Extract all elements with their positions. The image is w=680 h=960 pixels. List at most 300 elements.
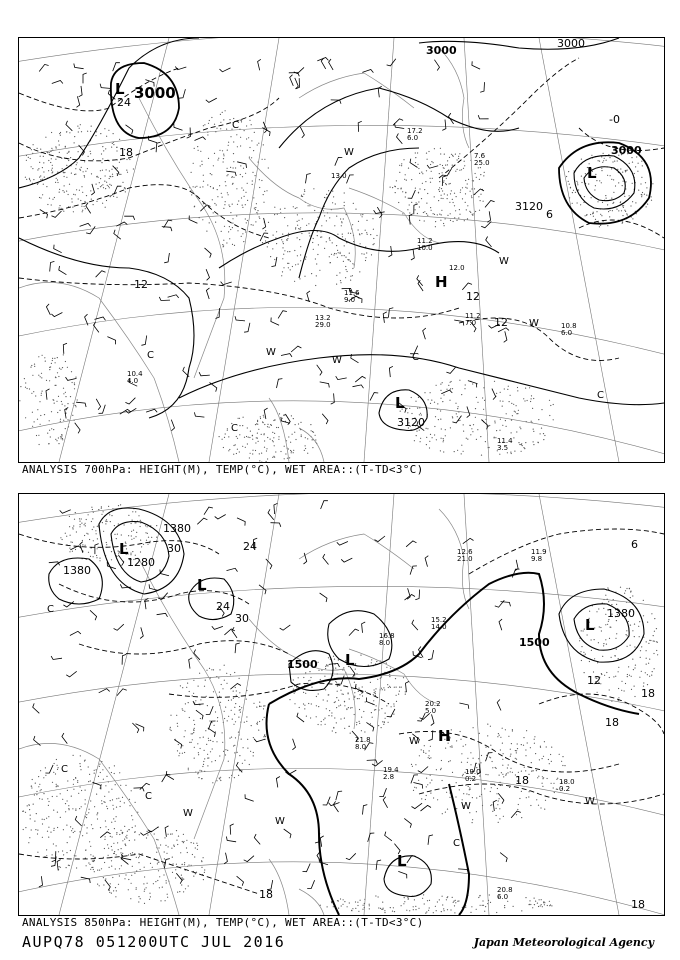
wet-area-dot	[230, 674, 231, 675]
wet-area-dot	[120, 852, 121, 853]
wet-area-dot	[561, 761, 562, 762]
wet-area-dot	[429, 907, 430, 908]
wet-area-dot	[107, 185, 108, 186]
wind-barb	[215, 515, 226, 520]
wet-area-dot	[441, 760, 442, 761]
wet-area-dot	[456, 413, 457, 414]
wet-area-dot	[87, 131, 88, 132]
wet-area-dot	[236, 695, 237, 696]
wind-barb	[50, 261, 55, 271]
wet-area-dot	[283, 267, 284, 268]
wet-area-dot	[443, 394, 444, 395]
wet-area-dot	[226, 673, 227, 674]
wet-area-dot	[515, 411, 516, 412]
wet-area-dot	[135, 522, 136, 523]
wet-area-dot	[601, 156, 602, 157]
wet-area-dot	[59, 152, 60, 153]
wet-area-dot	[313, 238, 314, 239]
wet-area-dot	[420, 413, 421, 414]
wet-area-dot	[97, 812, 98, 813]
wet-area-dot	[376, 661, 377, 662]
wet-area-dot	[433, 797, 434, 798]
low-center-label: L	[119, 540, 129, 558]
wet-area-dot	[613, 202, 614, 203]
wet-area-dot	[63, 829, 64, 830]
wet-area-dot	[390, 187, 391, 188]
wet-area-dot	[234, 777, 235, 778]
wet-area-dot	[68, 160, 69, 161]
wet-area-dot	[467, 758, 468, 759]
wet-area-dot	[295, 264, 296, 265]
wet-area-dot	[418, 192, 419, 193]
wet-area-dot	[261, 434, 262, 435]
station-value: 11.2	[465, 312, 481, 320]
wet-area-dot	[657, 654, 658, 655]
wind-barb	[39, 64, 48, 71]
wet-area-dot	[108, 848, 109, 849]
wet-area-dot	[106, 776, 107, 777]
wet-area-dot	[222, 732, 223, 733]
wet-area-dot	[289, 457, 290, 458]
wet-area-dot	[45, 775, 46, 776]
wet-area-dot	[99, 885, 100, 886]
wet-area-dot	[61, 438, 62, 439]
wet-area-dot	[124, 878, 125, 879]
wet-area-dot	[92, 828, 93, 829]
wet-area-dot	[183, 842, 184, 843]
wet-area-dot	[371, 662, 372, 663]
wet-area-dot	[60, 419, 61, 420]
wet-area-dot	[430, 746, 431, 747]
wet-area-dot	[525, 897, 526, 898]
wet-area-dot	[34, 794, 35, 795]
wind-barb	[329, 663, 340, 667]
wet-area-dot	[591, 650, 592, 651]
station-value: 10.0	[417, 244, 433, 252]
height-label: 3000	[426, 44, 457, 57]
wet-area-dot	[75, 377, 76, 378]
wet-area-dot	[428, 910, 429, 911]
wet-area-dot	[46, 849, 47, 850]
wet-area-dot	[89, 864, 90, 865]
wet-area-dot	[612, 203, 613, 204]
wet-area-dot	[484, 911, 485, 912]
wind-barb	[162, 227, 172, 232]
wet-area-dot	[352, 908, 353, 909]
wet-area-dot	[32, 779, 33, 780]
wet-area-dot	[40, 415, 41, 416]
wind-barb	[189, 658, 193, 669]
wet-area-dot	[502, 759, 503, 760]
wet-area-dot	[316, 705, 317, 706]
wet-area-dot	[134, 873, 135, 874]
wind-barb	[79, 86, 83, 97]
wet-area-dot	[393, 907, 394, 908]
wet-area-dot	[196, 843, 197, 844]
wet-area-dot	[132, 866, 133, 867]
wet-area-dot	[122, 832, 123, 833]
wet-area-dot	[44, 357, 45, 358]
wet-area-dot	[31, 829, 32, 830]
wet-area-dot	[416, 787, 417, 788]
wet-area-dot	[293, 679, 294, 680]
wet-area-dot	[182, 687, 183, 688]
wet-area-dot	[51, 158, 52, 159]
wet-area-dot	[115, 784, 116, 785]
wet-area-dot	[88, 862, 89, 863]
wet-area-dot	[354, 714, 355, 715]
wet-area-dot	[496, 808, 497, 809]
wet-area-dot	[103, 150, 104, 151]
wet-area-dot	[125, 874, 126, 875]
wet-area-dot	[136, 889, 137, 890]
wet-area-dot	[382, 721, 383, 722]
wet-area-dot	[257, 144, 258, 145]
wet-area-dot	[329, 240, 330, 241]
wet-area-dot	[492, 811, 493, 812]
wet-area-dot	[71, 173, 72, 174]
wet-area-dot	[84, 535, 85, 536]
wet-area-dot	[534, 736, 535, 737]
wet-area-dot	[325, 724, 326, 725]
wet-area-dot	[439, 899, 440, 900]
wet-area-dot	[246, 699, 247, 700]
wind-barb	[227, 568, 238, 571]
wet-area-dot	[231, 737, 232, 738]
wet-area-dot	[540, 905, 541, 906]
wet-area-dot	[220, 780, 221, 781]
station-value: 3.5	[497, 444, 509, 452]
wet-area-dot	[595, 219, 596, 220]
wet-area-dot	[625, 171, 626, 172]
wet-area-dot	[618, 182, 619, 183]
wet-area-dot	[401, 163, 402, 164]
wet-area-dot	[60, 135, 61, 136]
wet-area-dot	[79, 526, 80, 527]
wind-barb	[221, 282, 232, 285]
wet-area-dot	[547, 905, 548, 906]
wet-area-dot	[156, 839, 157, 840]
wet-area-dot	[464, 388, 465, 389]
wet-area-dot	[210, 740, 211, 741]
wet-area-dot	[632, 630, 633, 631]
station-value: 9.8	[531, 555, 543, 563]
wet-area-dot	[525, 755, 526, 756]
wet-area-dot	[633, 669, 634, 670]
wet-area-dot	[245, 173, 246, 174]
wet-area-dot	[459, 789, 460, 790]
wet-area-dot	[29, 809, 30, 810]
wet-area-dot	[232, 227, 233, 228]
wet-area-dot	[232, 244, 233, 245]
wet-area-dot	[357, 698, 358, 699]
wet-area-dot	[243, 241, 244, 242]
wet-area-dot	[227, 430, 228, 431]
wet-area-dot	[193, 732, 194, 733]
wet-area-dot	[383, 908, 384, 909]
wet-area-dot	[540, 747, 541, 748]
wet-area-dot	[465, 744, 466, 745]
wet-area-dot	[344, 192, 345, 193]
wet-area-dot	[285, 453, 286, 454]
wet-area-dot	[176, 715, 177, 716]
wet-area-dot	[150, 896, 151, 897]
wet-area-dot	[55, 362, 56, 363]
wet-area-dot	[320, 237, 321, 238]
wind-barb	[459, 703, 468, 709]
wind-barb	[320, 382, 330, 388]
wet-area-dot	[120, 785, 121, 786]
wet-area-dot	[279, 413, 280, 414]
wet-area-dot	[336, 275, 337, 276]
wind-barb	[206, 98, 217, 102]
wet-area-dot	[278, 427, 279, 428]
station-value: 19.0	[465, 768, 481, 776]
wet-area-dot	[531, 395, 532, 396]
wet-area-dot	[599, 626, 600, 627]
wet-area-dot	[194, 724, 195, 725]
wet-area-dot	[644, 194, 645, 195]
wet-area-dot	[293, 452, 294, 453]
wet-area-dot	[446, 178, 447, 179]
wet-area-dot	[166, 880, 167, 881]
wet-area-dot	[235, 444, 236, 445]
wet-area-dot	[414, 440, 415, 441]
station-value: 10.4	[127, 370, 143, 378]
wet-area-dot	[441, 768, 442, 769]
wet-area-dot	[24, 378, 25, 379]
wet-area-dot	[101, 153, 102, 154]
wet-area-dot	[462, 187, 463, 188]
warm-marker: W	[585, 796, 595, 807]
wet-area-dot	[290, 269, 291, 270]
wet-area-dot	[480, 762, 481, 763]
wind-barb	[254, 834, 260, 844]
wet-area-dot	[52, 168, 53, 169]
wet-area-dot	[431, 400, 432, 401]
wet-area-dot	[542, 758, 543, 759]
wet-area-dot	[188, 769, 189, 770]
wet-area-dot	[344, 255, 345, 256]
wet-area-dot	[54, 763, 55, 764]
wet-area-dot	[318, 706, 319, 707]
wet-area-dot	[510, 768, 511, 769]
wet-area-dot	[456, 782, 457, 783]
wet-area-dot	[444, 154, 445, 155]
wet-area-dot	[620, 587, 621, 588]
wet-area-dot	[530, 747, 531, 748]
wet-area-dot	[422, 183, 423, 184]
wet-area-dot	[520, 428, 521, 429]
wet-area-dot	[316, 696, 317, 697]
wet-area-dot	[120, 174, 121, 175]
wet-area-dot	[494, 437, 495, 438]
wet-area-dot	[241, 120, 242, 121]
wet-area-dot	[127, 172, 128, 173]
wet-area-dot	[500, 737, 501, 738]
wet-area-dot	[119, 174, 120, 175]
wet-area-dot	[83, 171, 84, 172]
wet-area-dot	[627, 635, 628, 636]
wind-barb	[335, 157, 343, 165]
station-value: 6.0	[497, 893, 509, 901]
wet-area-dot	[430, 392, 431, 393]
wet-area-dot	[228, 436, 229, 437]
wet-area-dot	[430, 793, 431, 794]
wet-area-dot	[218, 158, 219, 159]
wet-area-dot	[39, 197, 40, 198]
wet-area-dot	[96, 201, 97, 202]
wet-area-dot	[25, 827, 26, 828]
wet-area-dot	[354, 697, 355, 698]
wet-area-dot	[79, 128, 80, 129]
wet-area-dot	[478, 167, 479, 168]
wet-area-dot	[47, 831, 48, 832]
station-value: 4.0	[127, 377, 139, 385]
wind-barb	[254, 739, 265, 742]
wet-area-dot	[373, 694, 374, 695]
wet-area-dot	[556, 779, 557, 780]
wet-area-dot	[176, 864, 177, 865]
wind-barb	[206, 269, 209, 280]
wet-area-dot	[42, 194, 43, 195]
wet-area-dot	[233, 745, 234, 746]
wet-area-dot	[200, 165, 201, 166]
wet-area-dot	[443, 438, 444, 439]
wet-area-dot	[430, 403, 431, 404]
wet-area-dot	[494, 421, 495, 422]
wet-area-dot	[403, 677, 404, 678]
height-label: 1500	[519, 636, 550, 649]
wind-barb	[117, 689, 127, 696]
wet-area-dot	[540, 746, 541, 747]
wet-area-dot	[473, 180, 474, 181]
wet-area-dot	[371, 712, 372, 713]
wet-area-dot	[136, 857, 137, 858]
wet-area-dot	[91, 507, 92, 508]
wet-area-dot	[90, 854, 91, 855]
wet-area-dot	[114, 534, 115, 535]
wet-area-dot	[422, 898, 423, 899]
wet-area-dot	[59, 205, 60, 206]
wet-area-dot	[461, 753, 462, 754]
station-value: 19.4	[383, 766, 399, 774]
wet-area-dot	[74, 382, 75, 383]
wet-area-dot	[74, 388, 75, 389]
wet-area-dot	[56, 178, 57, 179]
wet-area-dot	[393, 714, 394, 715]
wet-area-dot	[359, 698, 360, 699]
wet-area-dot	[455, 900, 456, 901]
wet-area-dot	[103, 884, 104, 885]
wet-area-dot	[198, 686, 199, 687]
wet-area-dot	[317, 231, 318, 232]
wet-area-dot	[183, 834, 184, 835]
wet-area-dot	[267, 426, 268, 427]
wind-barb	[107, 337, 115, 345]
wet-area-dot	[56, 147, 57, 148]
wet-area-dot	[609, 216, 610, 217]
wet-area-dot	[92, 529, 93, 530]
wet-area-dot	[516, 759, 517, 760]
wet-area-dot	[282, 247, 283, 248]
wet-area-dot	[458, 217, 459, 218]
wind-barb	[406, 541, 416, 547]
wind-barb	[410, 566, 417, 575]
wet-area-dot	[427, 193, 428, 194]
wet-area-dot	[335, 701, 336, 702]
wind-barb	[412, 620, 418, 630]
wet-area-dot	[94, 773, 95, 774]
wet-area-dot	[256, 707, 257, 708]
wet-area-dot	[316, 275, 317, 276]
wet-area-dot	[461, 762, 462, 763]
wet-area-dot	[442, 780, 443, 781]
wet-area-dot	[426, 213, 427, 214]
wet-area-dot	[468, 786, 469, 787]
wind-barb	[408, 190, 416, 198]
wet-area-dot	[516, 405, 517, 406]
wet-area-dot	[80, 755, 81, 756]
wet-area-dot	[122, 840, 123, 841]
wet-area-dot	[177, 750, 178, 751]
wet-area-dot	[25, 387, 26, 388]
wet-area-dot	[541, 409, 542, 410]
wet-area-dot	[127, 831, 128, 832]
wet-area-dot	[111, 866, 112, 867]
wet-area-dot	[79, 521, 80, 522]
wet-area-dot	[646, 650, 647, 651]
wet-area-dot	[609, 157, 610, 158]
wet-area-dot	[336, 284, 337, 285]
wet-area-dot	[105, 521, 106, 522]
wind-barb	[481, 222, 491, 228]
wet-area-dot	[374, 709, 375, 710]
wet-area-dot	[602, 202, 603, 203]
wet-area-dot	[502, 406, 503, 407]
wet-area-dot	[439, 173, 440, 174]
wet-area-dot	[65, 428, 66, 429]
wet-area-dot	[298, 264, 299, 265]
wind-barb	[77, 96, 80, 107]
wet-area-dot	[132, 511, 133, 512]
wet-area-dot	[384, 722, 385, 723]
wet-area-dot	[244, 196, 245, 197]
cold-marker: C	[145, 791, 152, 802]
wind-barb	[244, 323, 250, 332]
wet-area-dot	[226, 683, 227, 684]
wet-area-dot	[502, 425, 503, 426]
wet-area-dot	[458, 158, 459, 159]
wet-area-dot	[93, 869, 94, 870]
wet-area-dot	[284, 217, 285, 218]
wet-area-dot	[480, 905, 481, 906]
wet-area-dot	[507, 767, 508, 768]
wet-area-dot	[74, 384, 75, 385]
wet-area-dot	[386, 667, 387, 668]
wet-area-dot	[210, 186, 211, 187]
wet-area-dot	[487, 735, 488, 736]
wet-area-dot	[603, 645, 604, 646]
wet-area-dot	[435, 416, 436, 417]
wet-area-dot	[170, 715, 171, 716]
wet-area-dot	[355, 209, 356, 210]
wet-area-dot	[518, 410, 519, 411]
wet-area-dot	[237, 204, 238, 205]
wet-area-dot	[194, 206, 195, 207]
wet-area-dot	[115, 887, 116, 888]
wet-area-dot	[373, 238, 374, 239]
